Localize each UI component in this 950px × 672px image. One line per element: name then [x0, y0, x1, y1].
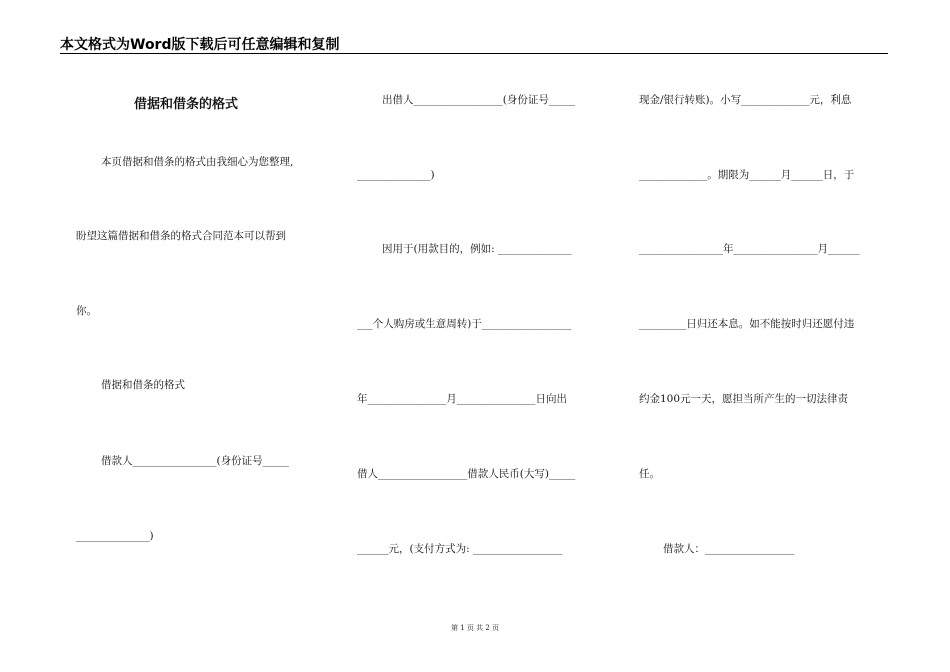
paragraph-line: 出借人_________________(身份证号_____: [382, 94, 576, 106]
paragraph-line: ______________): [76, 530, 154, 542]
paragraph-line: 你。: [76, 305, 97, 317]
paragraph-line: 任。: [639, 468, 660, 480]
paragraph-line: _________日归还本息。如不能按时归还愿付违: [639, 318, 855, 330]
paragraph-line: 借人_________________借款人民币(大写)_____: [357, 468, 576, 480]
paragraph-line: 因用于(用款目的，例如: ______________: [382, 243, 572, 255]
paragraph-line: ______元，(支付方式为: _________________: [357, 543, 563, 555]
paragraph-line: ______________): [357, 169, 435, 181]
document-title: 借据和借条的格式: [134, 97, 239, 112]
paragraph-line: 本页借据和借条的格式由我细心为您整理,: [101, 156, 294, 168]
paragraph-line: ________________年________________月______: [639, 243, 860, 255]
header-divider: [60, 53, 888, 54]
paragraph-line: 现金/银行转账)。小写_____________元，利息: [639, 94, 852, 106]
paragraph-line: ___个人购房或生意周转)于_________________: [357, 318, 572, 330]
paragraph-line: 年_______________月_______________日向出: [357, 393, 567, 405]
paragraph-line: 借款人________________(身份证号_____: [101, 455, 289, 467]
signature-line: 借款人：_________________: [663, 543, 795, 555]
page-number: 第 1 页 共 2 页: [450, 624, 500, 632]
paragraph-line: _____________。期限为______月______日，于: [639, 169, 855, 181]
paragraph-line: 盼望这篇借据和借条的格式合同范本可以帮到: [76, 230, 286, 242]
paragraph-line: 约金100元一天，愿担当所产生的一切法律责: [639, 393, 849, 405]
section-heading: 借据和借条的格式: [101, 379, 185, 391]
header-notice: 本文格式为Word版下载后可任意编辑和复制: [60, 37, 340, 53]
